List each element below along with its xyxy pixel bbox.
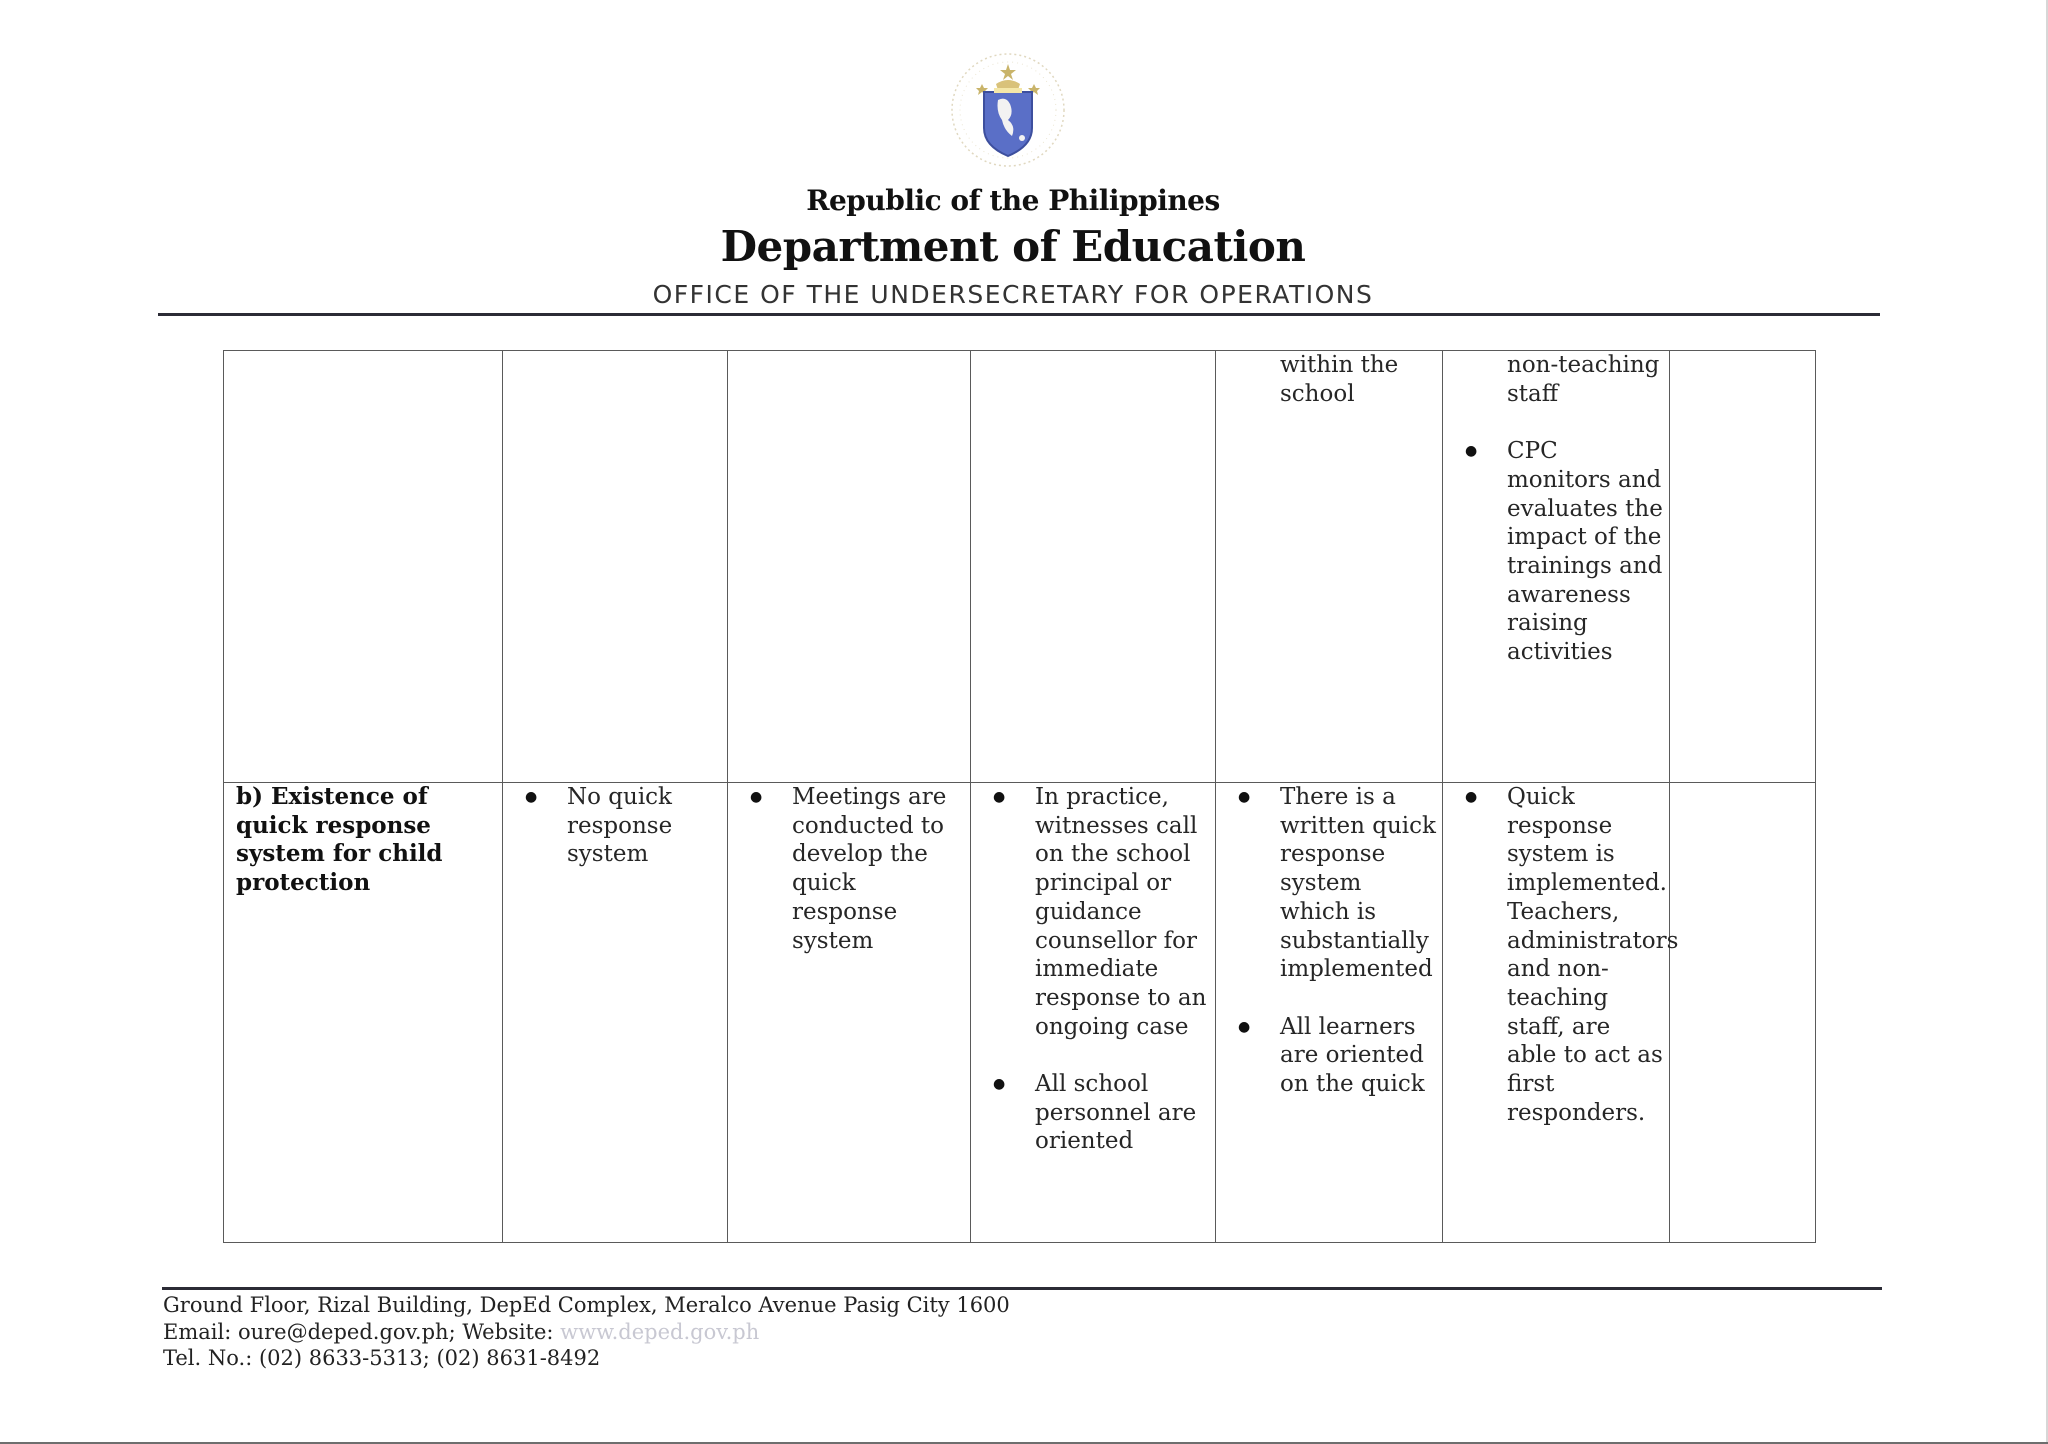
table-cell — [1670, 351, 1816, 783]
footer-address: Ground Floor, Rizal Building, DepEd Complex, Meralco Avenue Pasig City 1600 — [163, 1293, 1010, 1317]
email-label: Email: — [163, 1319, 238, 1344]
table-cell — [224, 783, 503, 1243]
list-item: ● Meetings are conducted to develop the quick response system — [728, 783, 964, 955]
website-label: ; Website: — [448, 1319, 561, 1344]
bullet-list — [1216, 783, 1442, 1099]
table-cell — [503, 351, 728, 783]
table-cell — [728, 351, 971, 783]
office-heading: OFFICE OF THE UNDERSECRETARY FOR OPERATIONS — [652, 280, 1374, 309]
table-cell — [971, 351, 1216, 783]
bullet-list — [503, 783, 727, 869]
list-item: ● CPC monitors and evaluates the impact of the trainings and awareness raising activities — [1443, 437, 1663, 667]
indicator-label: b) Existence of quick response system for child protection — [236, 783, 443, 897]
bullet-list — [728, 783, 970, 955]
table-cell — [224, 351, 503, 783]
bullet-list — [971, 783, 1215, 1156]
footer-contact-line — [163, 1319, 1010, 1346]
bullet-list — [1443, 783, 1679, 1127]
cell-continued-text: within the school — [1280, 352, 1399, 407]
bullet-list — [1443, 437, 1669, 667]
table-row — [224, 783, 1816, 1243]
table-cell — [503, 783, 728, 1243]
list-item: ● In practice, witnesses call on the school principal or guidance counsellor for immediate response to an ongoing case — [971, 783, 1209, 1041]
list-item: ● Quick response system is implemented. Teachers, administrators and non-teaching staff, are able to act as first responders. — [1443, 783, 1663, 1127]
rubric-table — [223, 350, 1816, 1243]
table-cell — [1443, 351, 1670, 783]
table-cell — [1443, 783, 1679, 1243]
list-item: ● All learners are oriented on the quick — [1216, 1013, 1436, 1099]
list-item: ● There is a written quick response system which is substantially implemented — [1216, 783, 1436, 984]
list-item: ● No quick response system — [503, 783, 721, 869]
table-cell — [728, 783, 971, 1243]
footer-telephone: Tel. No.: (02) 8633-5313; (02) 8631-8492 — [163, 1346, 601, 1370]
table-cell — [1670, 783, 1816, 1243]
list-item: ● All school personnel are oriented — [971, 1070, 1209, 1156]
footer — [163, 1292, 1010, 1372]
email-link[interactable]: oure@deped.gov.ph — [237, 1319, 449, 1344]
website-link[interactable]: www.deped.gov.ph — [560, 1319, 760, 1344]
department-heading: Department of Education — [720, 222, 1306, 271]
table-cell — [971, 783, 1216, 1243]
republic-heading: Republic of the Philippines — [806, 184, 1220, 217]
table-cell — [1216, 783, 1443, 1243]
deped-seal-logo — [948, 50, 1068, 170]
header-divider — [158, 313, 1880, 316]
footer-divider — [162, 1287, 1882, 1290]
table-row — [224, 351, 1816, 783]
table-cell — [1216, 351, 1443, 783]
cell-continued-text: non-teaching staff — [1507, 352, 1660, 407]
